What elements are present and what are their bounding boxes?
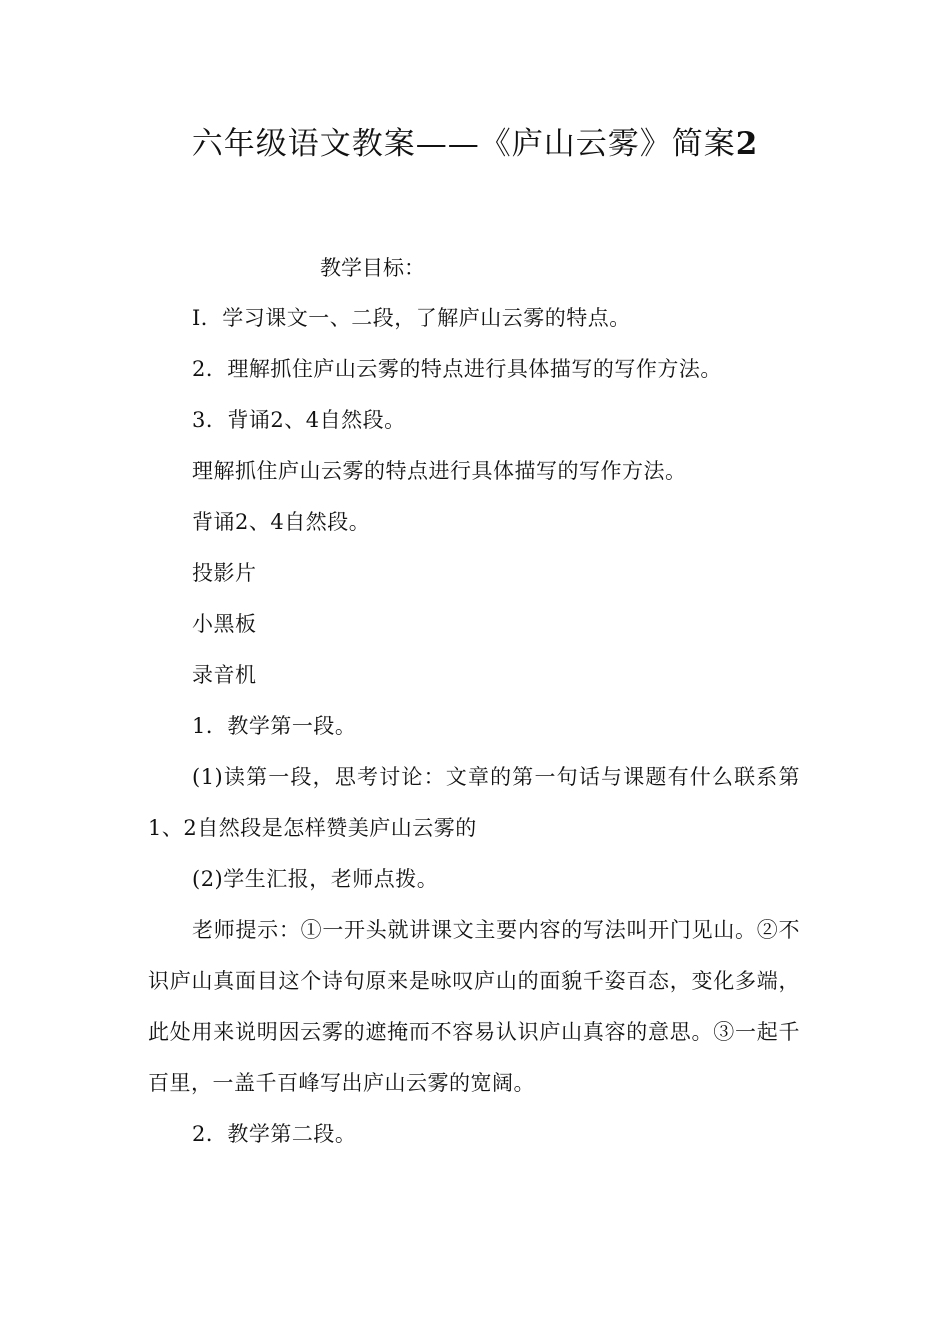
title-text: 六年级语文教案——《庐山云雾》简案 — [191, 126, 736, 162]
paragraph-objective-1: I．学习课文一、二段，了解庐山云雾的特点。 — [192, 306, 631, 330]
paragraph-objective-3: 3．背诵2、4自然段。 — [192, 408, 406, 432]
document-title — [0, 122, 950, 166]
paragraph-objective-2: 2．理解抓住庐山云雾的特点进行具体描写的写作方法。 — [192, 357, 722, 381]
paragraph-section-1: 1．教学第一段。 — [192, 714, 357, 738]
paragraph-material-3: 录音机 — [192, 663, 257, 687]
paragraph-report: (2)学生汇报，老师点拨。 — [192, 867, 439, 891]
paragraph-difficulty: 背诵2、4自然段。 — [192, 510, 371, 534]
objectives-heading: 教学目标： — [320, 256, 425, 280]
paragraph-section-2: 2．教学第二段。 — [192, 1122, 357, 1146]
paragraph-question: (1)读第一段，思考讨论：文章的第一句话与课题有什么联系第1、2自然段是怎样赞美庐山云雾的 — [148, 765, 800, 840]
title-number: 2 — [735, 126, 759, 162]
paragraph-material-1: 投影片 — [192, 561, 257, 585]
paragraph-material-2: 小黑板 — [192, 612, 257, 636]
paragraph-key-point: 理解抓住庐山云雾的特点进行具体描写的写作方法。 — [192, 459, 687, 483]
paragraph-teacher-tips: 老师提示：①一开头就讲课文主要内容的写法叫开门见山。②不识庐山真面目这个诗句原来是咏叹庐山的面貌千姿百态，变化多端，此处用来说明因云雾的遮掩而不容易认识庐山真容的意思。③一起千百里，一盖千百峰写出庐山云雾的宽阔。 — [148, 918, 800, 1095]
